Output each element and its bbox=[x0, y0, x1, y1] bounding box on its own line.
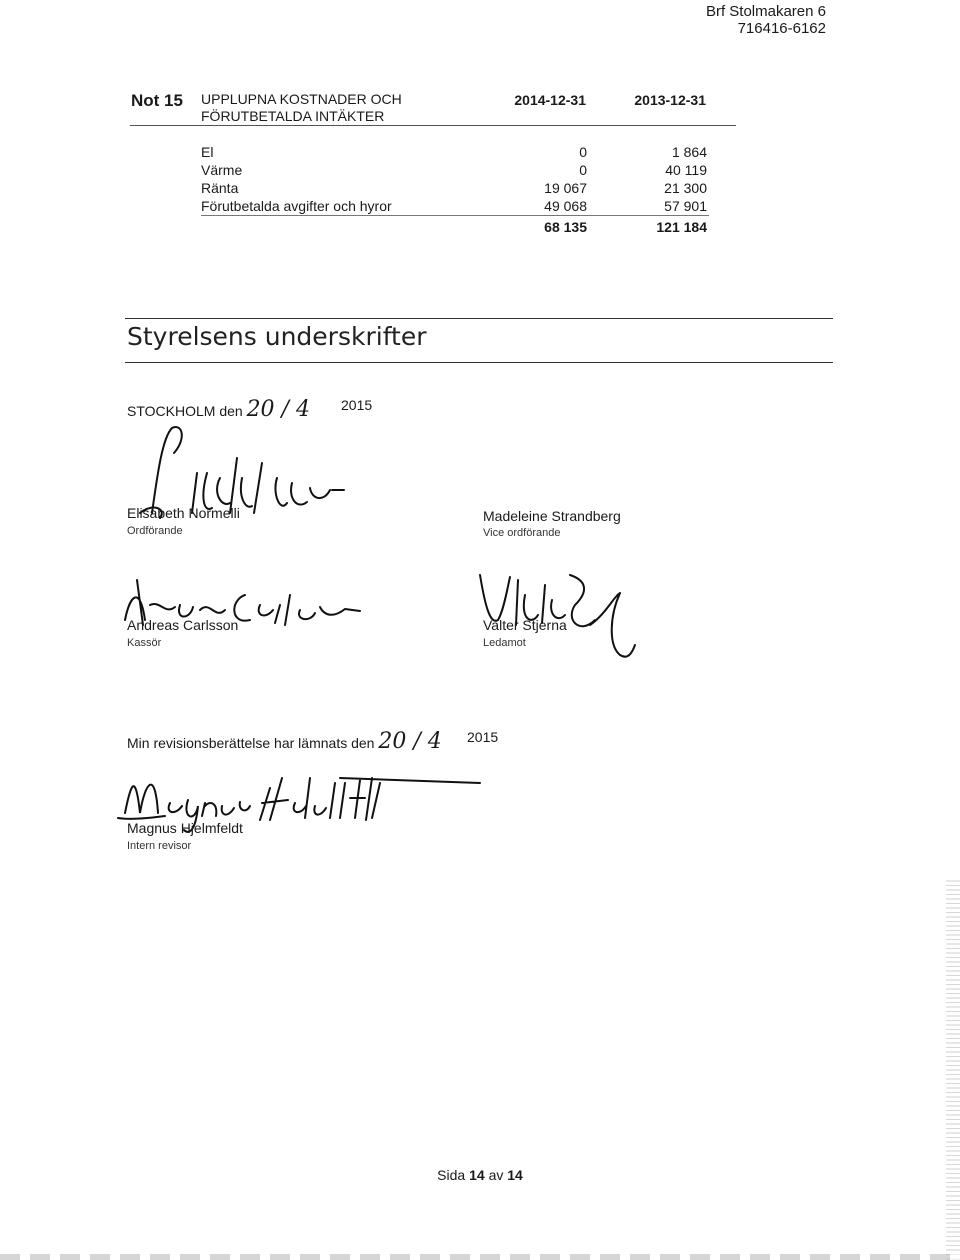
handwritten-date: 20 / 4 bbox=[246, 397, 310, 422]
total-value-2013: 121 184 bbox=[656, 219, 707, 235]
signer-role-valter-stjerna: Ledamot bbox=[483, 637, 526, 649]
table-header-rule bbox=[130, 125, 736, 126]
organization-name: Brf Stolmakaren 6 bbox=[705, 3, 826, 20]
signer-role-elisabeth-normelli: Ordförande bbox=[127, 525, 183, 537]
revision-statement-line bbox=[127, 729, 442, 754]
column-header-2014: 2014-12-31 bbox=[514, 92, 586, 108]
signer-name-andreas-carlsson: Andreas Carlsson bbox=[127, 617, 239, 633]
row-value-2014: 49 068 bbox=[544, 198, 587, 214]
table-row bbox=[201, 143, 709, 161]
page-prefix: Sida bbox=[437, 1167, 466, 1183]
row-label: Ränta bbox=[201, 180, 239, 196]
total-value-2014: 68 135 bbox=[544, 219, 587, 235]
auditor-role: Intern revisor bbox=[127, 840, 192, 852]
note-label: Not 15 bbox=[131, 91, 183, 110]
auditor-name: Magnus Hjelmfeldt bbox=[127, 820, 243, 836]
section-rule-top bbox=[125, 318, 833, 319]
row-value-2014: 0 bbox=[579, 144, 587, 160]
row-value-2014: 0 bbox=[579, 162, 587, 178]
revision-statement: Min revisionsberättelse har lämnats den bbox=[127, 735, 375, 751]
scan-edge-artifact bbox=[946, 880, 960, 1260]
page-separator: av bbox=[488, 1167, 504, 1183]
row-value-2013: 40 119 bbox=[665, 162, 707, 178]
row-label: Värme bbox=[201, 162, 243, 178]
signer-name-elisabeth-normelli: Elisabeth Normelli bbox=[127, 505, 240, 521]
signer-role-andreas-carlsson: Kassör bbox=[127, 637, 162, 649]
section-rule-bottom bbox=[125, 362, 833, 363]
note-title: UPPLUPNA KOSTNADER OCH FÖRUTBETALDA INTÄKTER bbox=[201, 91, 402, 124]
page-total: 14 bbox=[507, 1167, 523, 1183]
row-label: El bbox=[201, 144, 214, 160]
page-current: 14 bbox=[469, 1167, 485, 1183]
page-footer bbox=[0, 1167, 960, 1183]
table-total-row bbox=[201, 218, 709, 236]
signer-name-valter-stjerna: Valter Stjerna bbox=[483, 617, 567, 633]
row-value-2013: 1 864 bbox=[671, 144, 707, 160]
signer-role-madeleine-strandberg: Vice ordförande bbox=[483, 527, 561, 539]
scan-bottom-artifact bbox=[0, 1254, 960, 1260]
row-label: Förutbetalda avgifter och hyror bbox=[201, 198, 392, 214]
place-label: STOCKHOLM den bbox=[127, 403, 243, 419]
row-value-2014: 19 067 bbox=[544, 180, 587, 196]
place-year: 2015 bbox=[341, 397, 373, 413]
table-row bbox=[201, 179, 709, 197]
revision-handwritten-date: 20 / 4 bbox=[378, 729, 442, 754]
organization-number: 716416-6162 bbox=[737, 20, 826, 37]
table-row bbox=[201, 161, 709, 179]
column-header-2013: 2013-12-31 bbox=[634, 92, 706, 108]
revision-year: 2015 bbox=[467, 729, 499, 745]
row-value-2013: 57 901 bbox=[664, 198, 707, 214]
signer-name-madeleine-strandberg: Madeleine Strandberg bbox=[483, 508, 621, 524]
row-value-2013: 21 300 bbox=[664, 180, 707, 196]
note-table bbox=[201, 143, 709, 236]
table-row bbox=[201, 197, 709, 216]
section-title: Styrelsens underskrifter bbox=[127, 322, 427, 351]
